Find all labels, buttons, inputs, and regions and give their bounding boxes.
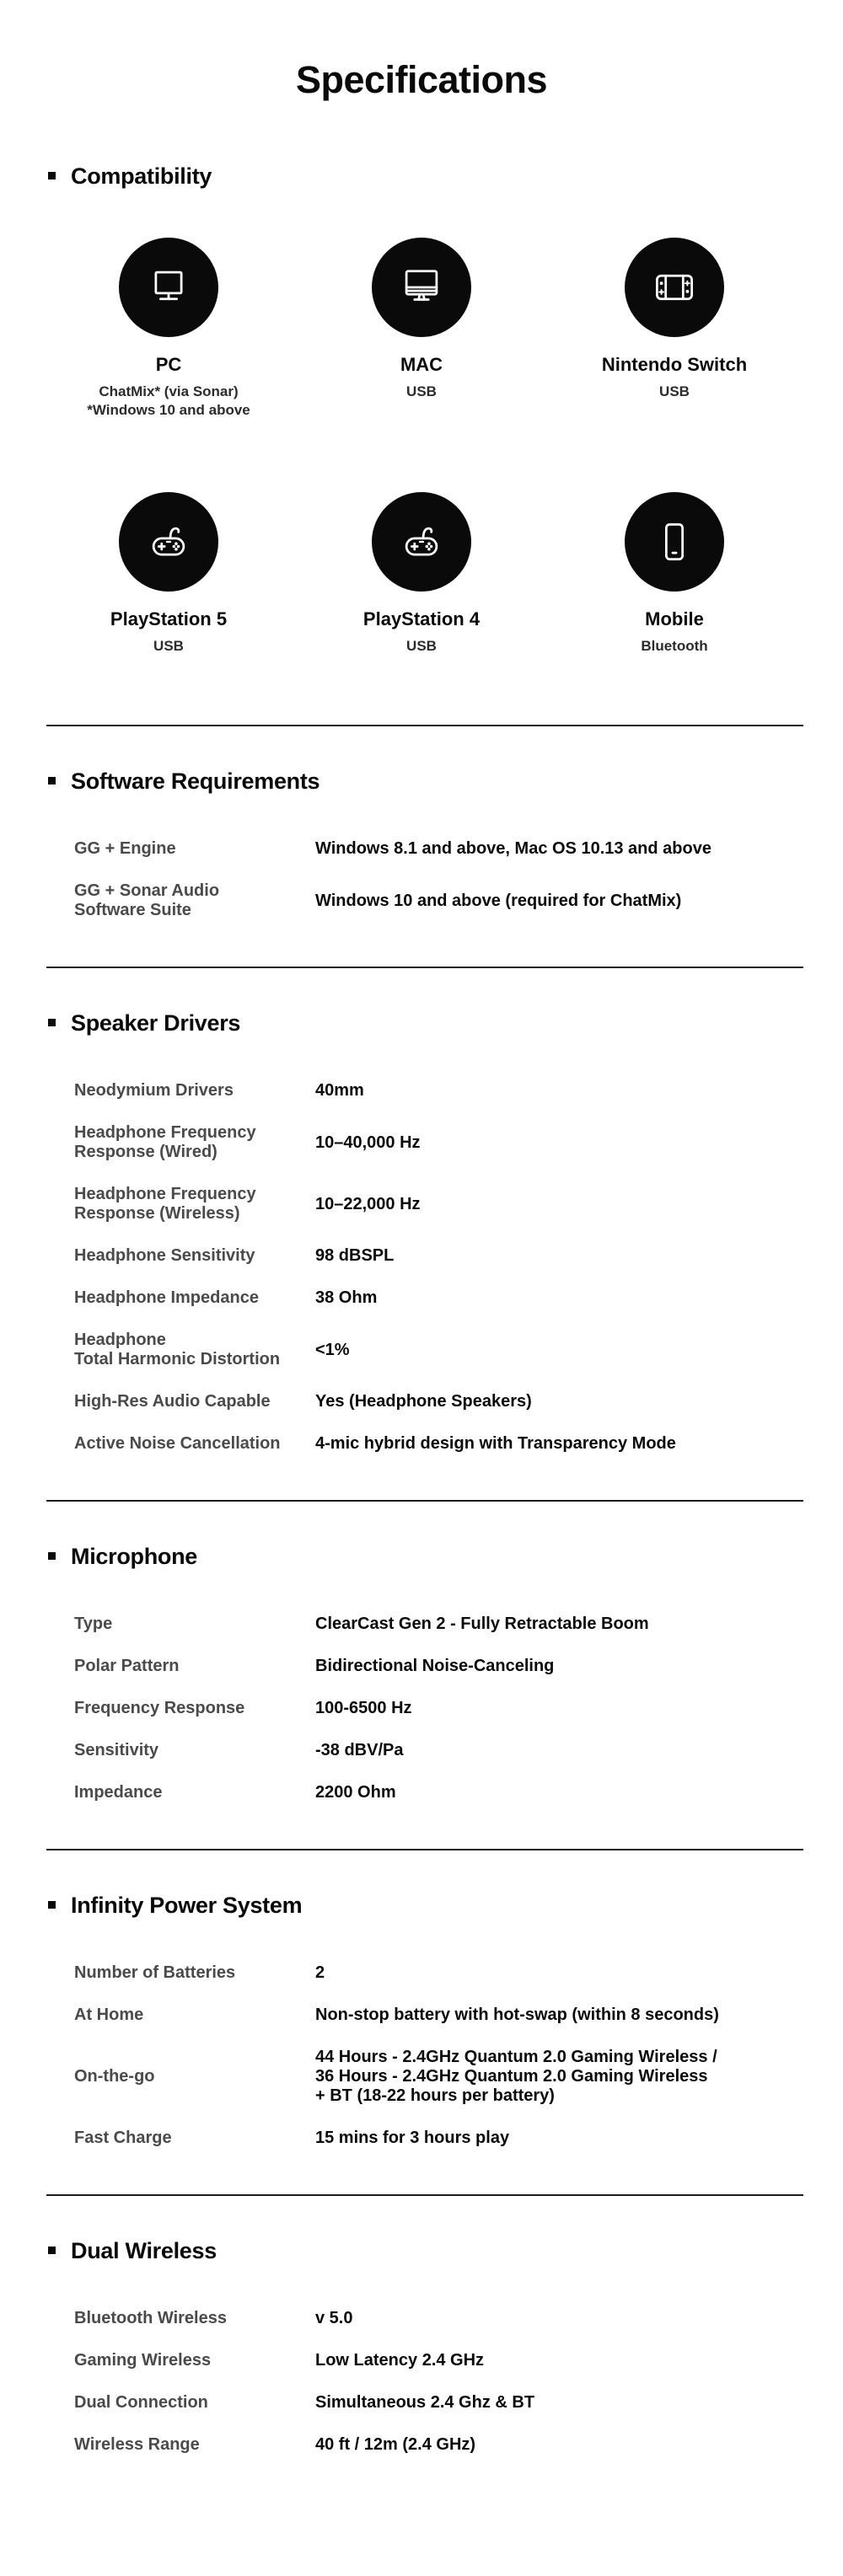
spec-row	[0, 2129, 843, 2148]
section-rows	[0, 839, 843, 920]
compatibility-grid	[42, 238, 801, 656]
section-heading	[0, 2236, 843, 2265]
spec-label: High-Res Audio Capable	[74, 1392, 271, 1411]
section-divider	[46, 1500, 803, 1502]
section-heading	[0, 1542, 843, 1571]
spec-label: Frequency Response	[74, 1699, 245, 1717]
spec-label: Headphone Impedance	[74, 1288, 259, 1307]
spec-label: Fast Charge	[74, 2129, 172, 2147]
section-divider	[46, 967, 803, 968]
spec-row	[0, 1331, 843, 1369]
spec-value: 40mm	[315, 1081, 364, 1100]
spec-section	[0, 1849, 843, 2194]
square-bullet-icon	[48, 1019, 56, 1026]
compatibility-heading	[0, 162, 843, 190]
spec-label: Headphone Sensitivity	[74, 1246, 255, 1265]
compatibility-item	[42, 492, 295, 656]
spec-row	[0, 1657, 843, 1676]
section-rows	[0, 1081, 843, 1454]
section-title: Microphone	[71, 1544, 197, 1569]
spec-value: 2	[315, 1963, 325, 1982]
spec-row	[0, 1963, 843, 1983]
spec-value: Simultaneous 2.4 Ghz & BT	[315, 2393, 535, 2412]
spec-row	[0, 2351, 843, 2370]
spec-row	[0, 1185, 843, 1224]
spec-value: 100-6500 Hz	[315, 1699, 412, 1717]
spec-label: Headphone Frequency Response (Wireless)	[74, 1185, 256, 1223]
spec-value: 40 ft / 12m (2.4 GHz)	[315, 2435, 476, 2454]
compatibility-item	[42, 238, 295, 420]
square-bullet-icon	[48, 777, 56, 785]
spec-value: 44 Hours - 2.4GHz Quantum 2.0 Gaming Wireless / 36 Hours - 2.4GHz Quantum 2.0 Gaming Wireless + BT (18-22 hours per battery)	[315, 2048, 717, 2105]
spec-value: -38 dBV/Pa	[315, 1741, 404, 1759]
spec-row	[0, 1288, 843, 1308]
device-connection-note: USB	[406, 638, 437, 654]
device-connection-note: USB	[153, 638, 184, 654]
spec-value: 38 Ohm	[315, 1288, 378, 1307]
section-title: Infinity Power System	[71, 1893, 303, 1918]
spec-row	[0, 2393, 843, 2413]
gamepad-icon	[372, 492, 471, 592]
section-divider	[46, 1849, 803, 1850]
section-divider	[46, 725, 803, 726]
spec-section	[0, 967, 843, 1500]
spec-value: Yes (Headphone Speakers)	[315, 1392, 532, 1411]
spec-row	[0, 1741, 843, 1760]
device-name: PlayStation 5	[110, 608, 228, 629]
spec-row	[0, 1783, 843, 1802]
device-name: MAC	[400, 354, 443, 375]
compatibility-item	[295, 492, 548, 656]
spec-label: Impedance	[74, 1783, 163, 1802]
spec-value: <1%	[315, 1340, 350, 1359]
section-heading	[0, 767, 843, 795]
section-heading	[0, 1009, 843, 1037]
spec-row	[0, 839, 843, 859]
spec-value: 10–40,000 Hz	[315, 1133, 421, 1152]
section-rows	[0, 1615, 843, 1802]
spec-value: 10–22,000 Hz	[315, 1194, 421, 1213]
device-name: Mobile	[645, 608, 704, 629]
spec-row	[0, 1123, 843, 1162]
spec-row	[0, 1434, 843, 1454]
square-bullet-icon	[48, 1901, 56, 1909]
spec-section	[0, 2194, 843, 2501]
spec-row	[0, 881, 843, 920]
spec-label: Sensitivity	[74, 1741, 159, 1759]
spec-row	[0, 1699, 843, 1718]
spec-value: 98 dBSPL	[315, 1246, 395, 1265]
spec-row	[0, 1392, 843, 1411]
device-connection-note: Bluetooth	[641, 638, 708, 654]
spec-row	[0, 2048, 843, 2106]
section-rows	[0, 1963, 843, 2148]
spec-label: At Home	[74, 2006, 144, 2024]
device-name: PlayStation 4	[362, 608, 481, 629]
spec-label: Active Noise Cancellation	[74, 1434, 281, 1453]
square-bullet-icon	[48, 172, 56, 179]
spec-value: Non-stop battery with hot-swap (within 8 seconds)	[315, 2006, 719, 2024]
device-name: PC	[155, 354, 182, 375]
spec-section	[0, 725, 843, 967]
gamepad-icon	[119, 492, 218, 592]
spec-value: 15 mins for 3 hours play	[315, 2129, 510, 2147]
spec-label: Neodymium Drivers	[74, 1081, 234, 1100]
pc-monitor-icon	[119, 238, 218, 337]
compatibility-section	[0, 162, 843, 725]
spec-label: On-the-go	[74, 2067, 155, 2086]
spec-label: Bluetooth Wireless	[74, 2309, 227, 2327]
section-heading	[0, 1891, 843, 1920]
spec-label: Headphone Frequency Response (Wired)	[74, 1123, 256, 1161]
spec-label: Wireless Range	[74, 2435, 200, 2454]
spec-label: Headphone Total Harmonic Distortion	[74, 1331, 281, 1368]
section-title: Software Requirements	[71, 769, 320, 794]
compatibility-item	[295, 238, 548, 420]
device-connection-note: USB	[659, 383, 690, 399]
spec-row	[0, 2006, 843, 2025]
spec-section	[0, 1500, 843, 1849]
spec-row	[0, 1081, 843, 1101]
spec-value: Windows 8.1 and above, Mac OS 10.13 and above	[315, 839, 711, 858]
compatibility-title: Compatibility	[71, 163, 212, 189]
spec-value: Bidirectional Noise-Canceling	[315, 1657, 555, 1675]
nintendo-switch-icon	[625, 238, 724, 337]
square-bullet-icon	[48, 1552, 56, 1560]
spec-value: ClearCast Gen 2 - Fully Retractable Boom	[315, 1615, 649, 1633]
device-connection-note: ChatMix* (via Sonar) *Windows 10 and above	[87, 383, 250, 418]
spec-label: Polar Pattern	[74, 1657, 180, 1675]
section-divider	[46, 2194, 803, 2196]
spec-label: Gaming Wireless	[74, 2351, 212, 2370]
spec-label: GG + Engine	[74, 839, 176, 858]
spec-row	[0, 2309, 843, 2328]
section-title: Dual Wireless	[71, 2238, 217, 2263]
spec-label: Dual Connection	[74, 2393, 208, 2412]
compatibility-item	[548, 238, 801, 420]
square-bullet-icon	[48, 2247, 56, 2254]
smartphone-icon	[625, 492, 724, 592]
spec-label: Number of Batteries	[74, 1963, 236, 1982]
device-connection-note: USB	[406, 383, 437, 399]
spec-value: 4-mic hybrid design with Transparency Mode	[315, 1434, 676, 1453]
section-title: Speaker Drivers	[71, 1010, 241, 1036]
spec-sections	[0, 725, 843, 2501]
spec-row	[0, 2435, 843, 2455]
spec-label: Type	[74, 1615, 113, 1633]
spec-value: v 5.0	[315, 2309, 353, 2327]
spec-value: 2200 Ohm	[315, 1783, 396, 1802]
imac-icon	[372, 238, 471, 337]
page-title: Specifications	[295, 58, 548, 101]
spec-value: Low Latency 2.4 GHz	[315, 2351, 485, 2370]
spec-value: Windows 10 and above (required for ChatMix)	[315, 891, 682, 910]
spec-row	[0, 1615, 843, 1634]
device-name: Nintendo Switch	[601, 354, 748, 375]
compatibility-item	[548, 492, 801, 656]
spec-row	[0, 1246, 843, 1266]
spec-label: GG + Sonar Audio Software Suite	[74, 881, 220, 919]
section-rows	[0, 2309, 843, 2455]
